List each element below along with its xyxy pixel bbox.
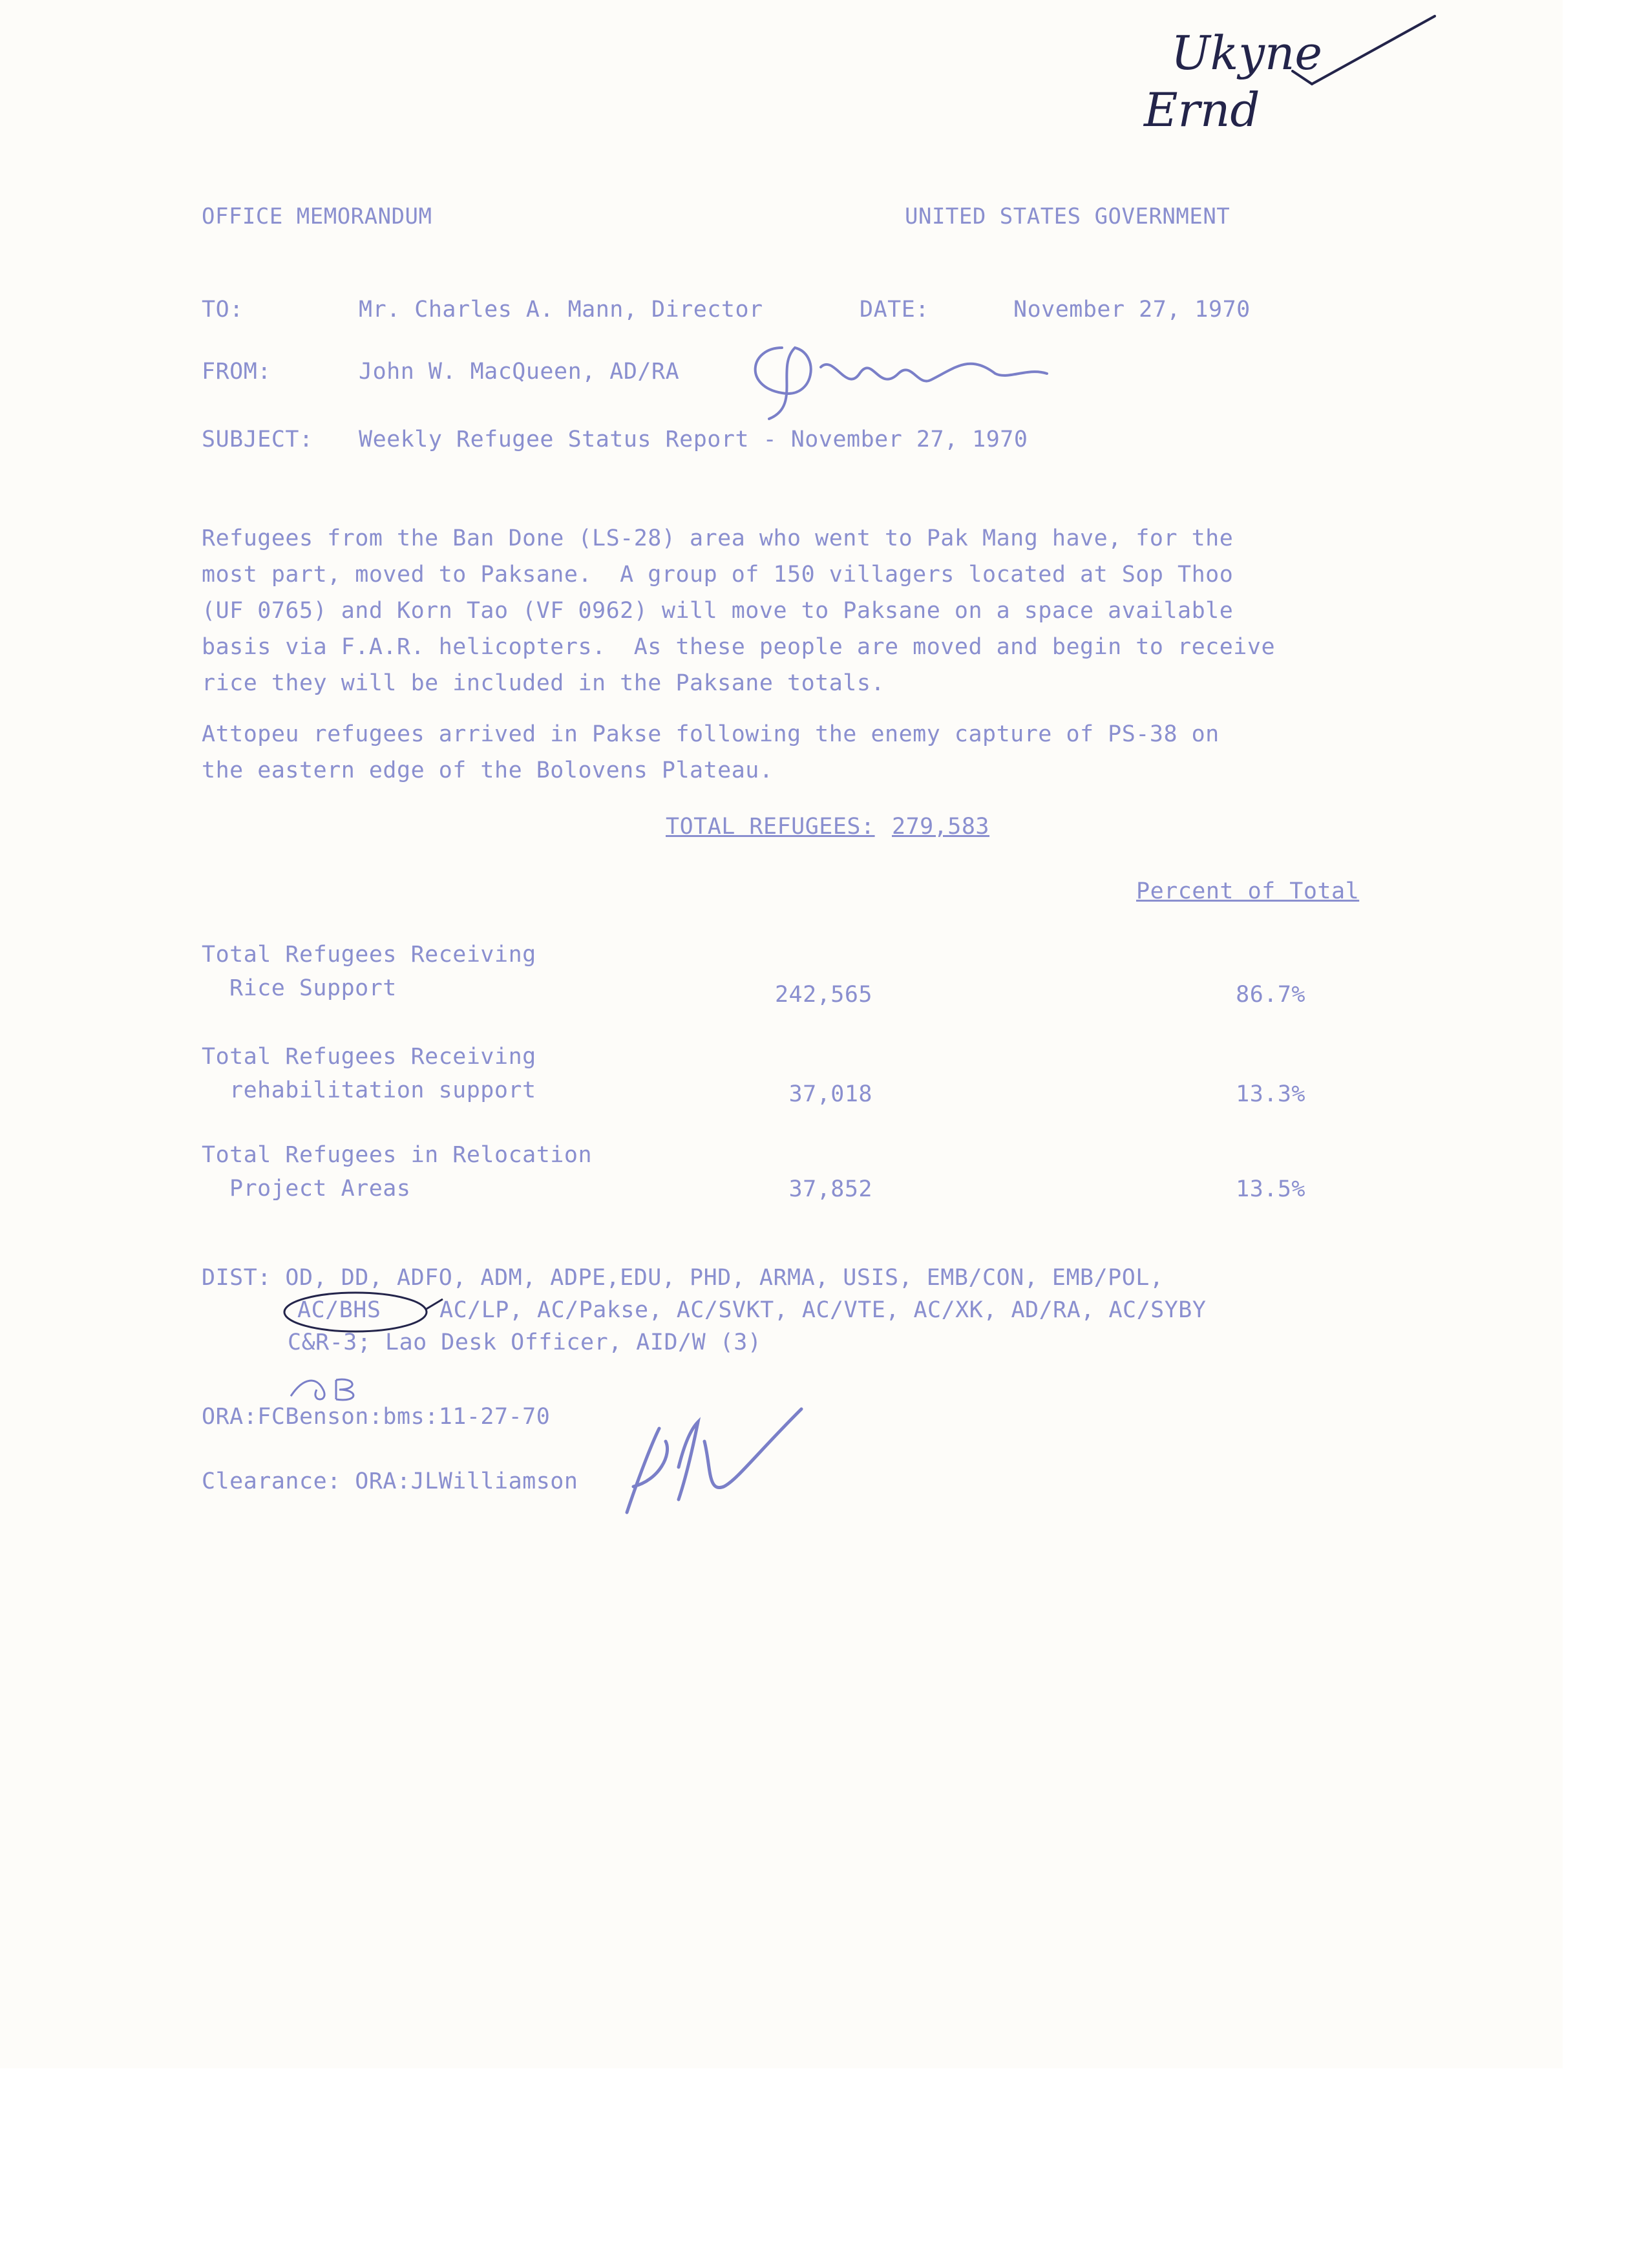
subject-value: Weekly Refugee Status Report - November 27, 1970 [359, 427, 1028, 452]
row-percent: 13.3% [1236, 1081, 1305, 1107]
date-label: DATE: [860, 297, 929, 323]
paragraph-1-line: basis via F.A.R. helicopters. As these people are moved and begin to receive [202, 634, 1276, 660]
drafter-line: ORA:FCBenson:bms:11-27-70 [202, 1404, 551, 1430]
memo-header-right: UNITED STATES GOVERNMENT [905, 204, 1231, 229]
row-percent: 13.5% [1236, 1176, 1305, 1202]
paragraph-1-line: Refugees from the Ban Done (LS-28) area who went to Pak Mang have, for the [202, 525, 1234, 551]
paragraph-2-line: Attopeu refugees arrived in Pakse following the enemy capture of PS-38 on [202, 721, 1220, 747]
distribution-line2-rest: AC/LP, AC/Pakse, AC/SVKT, AC/VTE, AC/XK, AD/RA, AC/SYBY [439, 1297, 1207, 1323]
from-label: FROM: [202, 359, 271, 385]
row-count: 242,565 [774, 982, 872, 1008]
total-refugees-value: 279,583 [892, 814, 990, 840]
clearance-line: Clearance: ORA:JLWilliamson [202, 1468, 578, 1494]
row-label-line1: Total Refugees in Relocation [202, 1142, 593, 1168]
row-label-line1: Total Refugees Receiving [202, 942, 536, 968]
drafter-initials [284, 1370, 388, 1409]
total-refugees-label: TOTAL REFUGEES: [666, 814, 875, 840]
row-count: 37,018 [788, 1081, 872, 1107]
signature-macqueen [724, 328, 1060, 425]
subject-label: SUBJECT: [202, 427, 313, 452]
row-count: 37,852 [788, 1176, 872, 1202]
paragraph-2-line: the eastern edge of the Bolovens Plateau. [202, 758, 774, 783]
from-value: John W. MacQueen, AD/RA [359, 359, 680, 385]
distribution-line3: C&R-3; Lao Desk Officer, AID/W (3) [288, 1330, 762, 1355]
paragraph-1-line: (UF 0765) and Korn Tao (VF 0962) will move to Paksane on a space available [202, 598, 1234, 624]
to-label: TO: [202, 297, 244, 323]
row-label-line2: Project Areas [229, 1176, 411, 1202]
paragraph-1-line: most part, moved to Paksane. A group of 150 villagers located at Sop Thoo [202, 562, 1234, 588]
memo-header-left: OFFICE MEMORANDUM [202, 204, 432, 229]
paragraph-1-line: rice they will be included in the Paksane totals. [202, 670, 885, 696]
to-value: Mr. Charles A. Mann, Director [359, 297, 763, 323]
checkmark-icon [1286, 13, 1441, 90]
row-label-line1: Total Refugees Receiving [202, 1044, 536, 1070]
distribution-circled: AC/BHS [297, 1297, 381, 1323]
signature-williamson [614, 1403, 808, 1545]
row-label-line2: Rice Support [229, 975, 397, 1001]
row-label-line2: rehabilitation support [229, 1077, 536, 1103]
percent-header: Percent of Total [1136, 878, 1360, 904]
row-percent: 86.7% [1236, 982, 1305, 1008]
handwritten-note-line2: Ernd [1144, 83, 1260, 137]
date-value: November 27, 1970 [1013, 297, 1251, 323]
handwritten-note-line1: Ukyne [1171, 26, 1322, 80]
distribution-line1: DIST: OD, DD, ADFO, ADM, ADPE,EDU, PHD, ARMA, USIS, EMB/CON, EMB/POL, [202, 1265, 1164, 1291]
